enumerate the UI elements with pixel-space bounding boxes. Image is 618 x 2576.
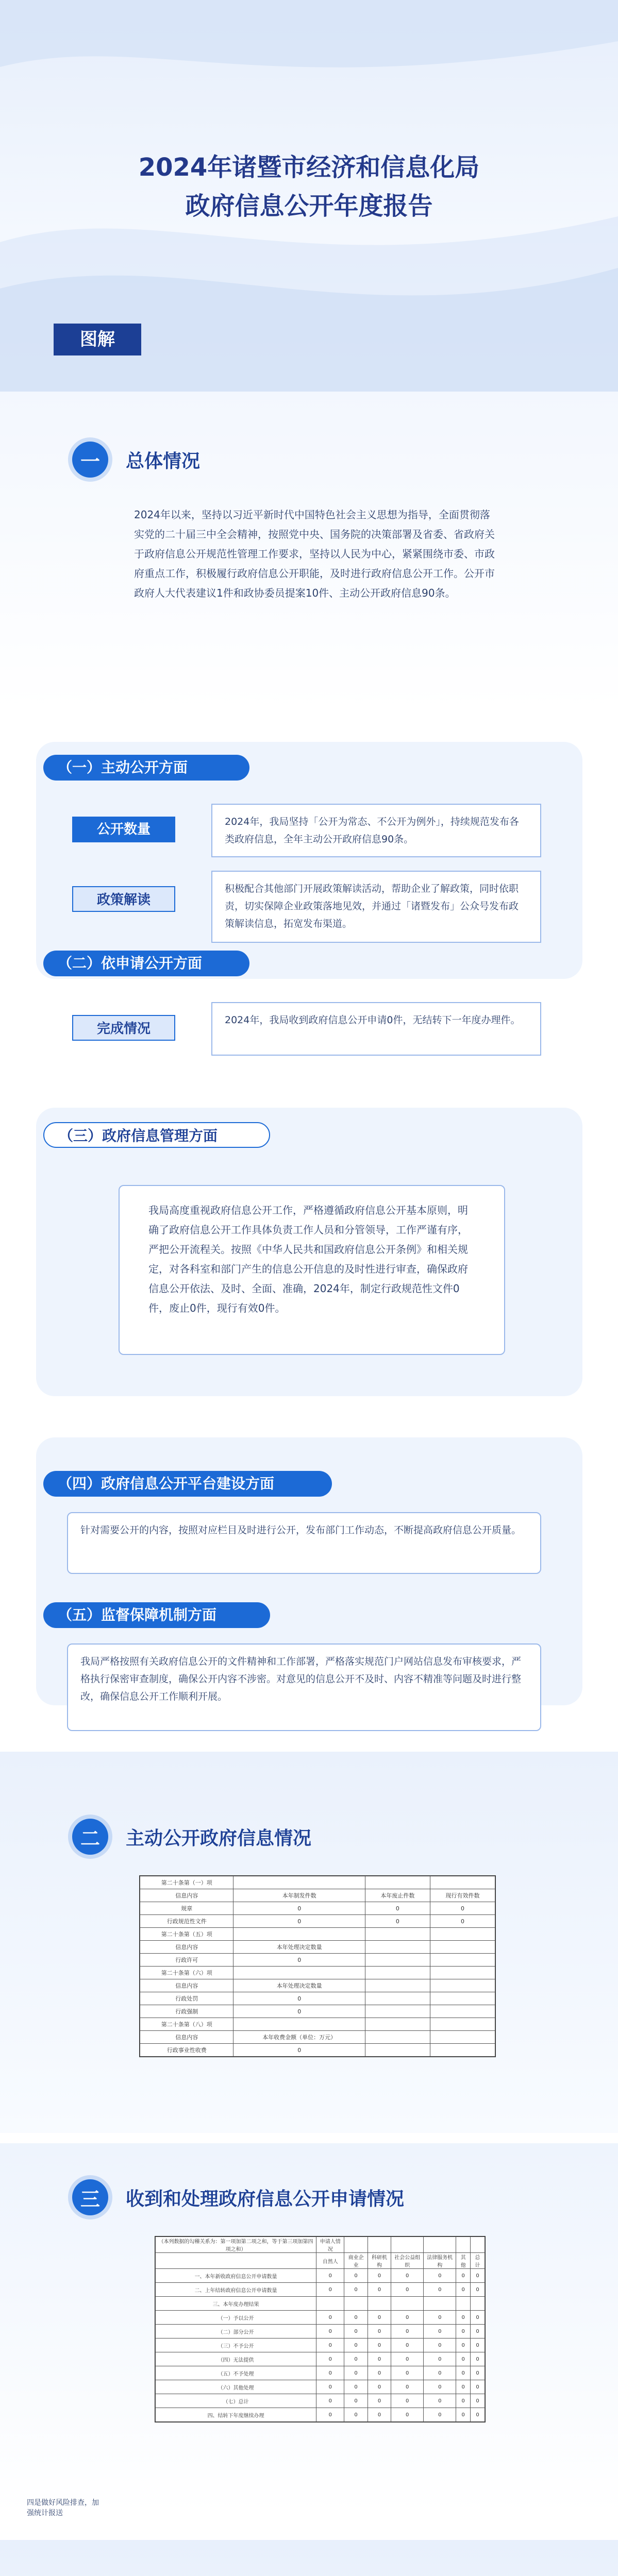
table-cell: 0 xyxy=(316,2338,344,2352)
table-row xyxy=(140,1954,495,1967)
table-row xyxy=(156,2283,485,2297)
table-cell: 0 xyxy=(233,1992,365,2005)
table-cell: 四、结转下年度继续办理 xyxy=(156,2408,316,2422)
table-cell: 0 xyxy=(368,2408,391,2422)
table-cell: 0 xyxy=(316,2325,344,2338)
table-cell xyxy=(430,1928,495,1941)
table-cell: 0 xyxy=(424,2380,456,2394)
table-row xyxy=(140,1915,495,1928)
table-cell: 0 xyxy=(456,2311,471,2325)
table-cell xyxy=(424,2237,456,2253)
sub5-text: 我局严格按照有关政府信息公开的文件精神和工作部署，严格落实规范门户网站信息发布审核要求，严格执行保密审查制度，确保公开内容不涉密。对意见的信息公开不及时、内容不精准等问题及时进行整改，确保信息公开工作顺利开展。 xyxy=(67,1643,541,1731)
table-row xyxy=(140,2044,495,2057)
table-cell: 自然人 xyxy=(316,2253,344,2269)
sub1-title: （一）主动公开方面 xyxy=(43,755,249,781)
table-cell: 0 xyxy=(344,2338,368,2352)
table-cell: 总计 xyxy=(471,2253,485,2269)
section2-heading xyxy=(72,1816,311,1857)
table-cell xyxy=(233,2018,365,2031)
table-cell: 信息内容 xyxy=(140,1979,233,1992)
table-cell: （五）不予处理 xyxy=(156,2366,316,2380)
table-cell: 信息内容 xyxy=(140,1889,233,1902)
table-cell xyxy=(430,1967,495,1979)
table-cell: 0 xyxy=(471,2338,485,2352)
table-cell: 0 xyxy=(424,2408,456,2422)
table-cell xyxy=(156,2253,316,2269)
table-cell: 0 xyxy=(368,2283,391,2297)
table-cell: 0 xyxy=(391,2269,424,2283)
section3-title: 收到和处理政府信息公开申请情况 xyxy=(126,2188,405,2210)
table-cell: 0 xyxy=(233,1902,365,1915)
table-row xyxy=(140,1928,495,1941)
table-cell: 0 xyxy=(365,1915,430,1928)
table-cell xyxy=(365,2044,430,2057)
table-cell: 0 xyxy=(471,2352,485,2366)
table-row xyxy=(156,2311,485,2325)
table-cell xyxy=(430,1992,495,2005)
table-cell: 0 xyxy=(368,2269,391,2283)
sub2-row1-label: 完成情况 xyxy=(72,1015,175,1041)
table-cell: 0 xyxy=(391,2311,424,2325)
table-cell: 二、上年结转政府信息公开申请数量 xyxy=(156,2283,316,2297)
table-cell xyxy=(391,2297,424,2311)
table-cell xyxy=(344,2297,368,2311)
table-row xyxy=(156,2269,485,2283)
table-cell: 0 xyxy=(456,2380,471,2394)
table-cell: 申请人情况 xyxy=(316,2237,344,2253)
table-cell: （四）无法提供 xyxy=(156,2352,316,2366)
table-row xyxy=(140,2005,495,2018)
table-cell: 其他 xyxy=(456,2253,471,2269)
table-cell: 科研机构 xyxy=(368,2253,391,2269)
table-cell xyxy=(365,1967,430,1979)
table-row xyxy=(140,2031,495,2044)
table-cell: 0 xyxy=(368,2311,391,2325)
table-cell: （本列数据的勾稽关系为：第一项加第二项之和，等于第三项加第四项之和） xyxy=(156,2237,316,2253)
table-row xyxy=(140,1902,495,1915)
table-cell: 第二十条第（一）项 xyxy=(140,1876,233,1889)
table-row xyxy=(156,2297,485,2311)
table-cell: 0 xyxy=(316,2283,344,2297)
table-cell xyxy=(456,2297,471,2311)
sub4-text: 针对需要公开的内容，按照对应栏目及时进行公开，发布部门工作动态，不断提高政府信息公开质量。 xyxy=(67,1512,541,1574)
table-cell: 0 xyxy=(344,2352,368,2366)
table-cell xyxy=(456,2237,471,2253)
table-cell: 0 xyxy=(456,2352,471,2366)
table-row xyxy=(140,1941,495,1954)
table-row xyxy=(140,1876,495,1889)
table-cell: 0 xyxy=(368,2338,391,2352)
table-cell xyxy=(430,1979,495,1992)
table-cell: 0 xyxy=(368,2394,391,2408)
table-cell xyxy=(365,1979,430,1992)
table-cell: 0 xyxy=(344,2408,368,2422)
table-cell: 0 xyxy=(316,2366,344,2380)
table-row xyxy=(156,2352,485,2366)
table-cell xyxy=(430,1941,495,1954)
table-cell: 0 xyxy=(316,2408,344,2422)
table-cell: 本年收费金额（单位：万元） xyxy=(233,2031,365,2044)
section1-text: 2024年以来，坚持以习近平新时代中国特色社会主义思想为指导，全面贯彻落实党的二十届三中全会精神，按照党中央、国务院的决策部署及省委、省政府关于政府信息公开规范性管理工作要求，坚持以人民为中心，紧紧围绕市委、市政府重点工作，积极履行政府信息公开职能，及时进行政府信息公开工作。公开市政府人大代表建议1件和政协委员提案10件、主动公开政府信息90条。 xyxy=(134,509,495,599)
table-cell: 规章 xyxy=(140,1902,233,1915)
table-cell xyxy=(430,2031,495,2044)
section2-number: 二 xyxy=(72,1819,108,1855)
table-row xyxy=(156,2338,485,2352)
table-cell: 0 xyxy=(471,2325,485,2338)
section4-background xyxy=(0,2540,618,2576)
table-cell xyxy=(471,2297,485,2311)
table-cell: 商业企业 xyxy=(344,2253,368,2269)
table-cell: 0 xyxy=(391,2325,424,2338)
table-row xyxy=(140,1889,495,1902)
table-cell: 0 xyxy=(456,2283,471,2297)
table-cell: 0 xyxy=(316,2394,344,2408)
table-cell xyxy=(233,1876,365,1889)
table-cell: 0 xyxy=(424,2311,456,2325)
table-cell: 0 xyxy=(456,2366,471,2380)
table-row xyxy=(140,2018,495,2031)
table-cell: 0 xyxy=(456,2408,471,2422)
table-cell: 0 xyxy=(471,2408,485,2422)
table-cell: 三、本年度办理结果 xyxy=(156,2297,316,2311)
sub2-row1-text: 2024年，我局收到政府信息公开申请0件，无结转下一年度办理件。 xyxy=(211,1002,541,1056)
table-cell: 0 xyxy=(471,2380,485,2394)
page-title-line1: 2024年诸暨市经济和信息化局 xyxy=(138,153,480,182)
illustration-badge: 图解 xyxy=(54,324,141,355)
table-cell xyxy=(365,1928,430,1941)
table-cell: 0 xyxy=(430,1902,495,1915)
table-cell xyxy=(430,1876,495,1889)
section3-heading xyxy=(72,2177,404,2218)
table-cell xyxy=(391,2237,424,2253)
table-cell: 0 xyxy=(344,2311,368,2325)
table-cell xyxy=(365,1954,430,1967)
table-cell xyxy=(368,2237,391,2253)
table-row xyxy=(156,2237,485,2253)
table-cell: 0 xyxy=(391,2338,424,2352)
table-cell: 0 xyxy=(456,2325,471,2338)
table-cell: 0 xyxy=(430,1915,495,1928)
table-cell: 0 xyxy=(233,1954,365,1967)
table-cell: 本年处理决定数量 xyxy=(233,1941,365,1954)
table-cell xyxy=(365,1941,430,1954)
table-cell: （一）予以公开 xyxy=(156,2311,316,2325)
table-row xyxy=(140,1992,495,2005)
sub3-title: （三）政府信息管理方面 xyxy=(43,1122,270,1148)
section1-heading xyxy=(72,439,200,480)
table-cell: 0 xyxy=(471,2269,485,2283)
table-cell: 一、本年新收政府信息公开申请数量 xyxy=(156,2269,316,2283)
table-cell: 社会公益组织 xyxy=(391,2253,424,2269)
table-cell: 法律服务机构 xyxy=(424,2253,456,2269)
table-cell: 0 xyxy=(391,2352,424,2366)
table-cell: 0 xyxy=(233,1915,365,1928)
table-cell xyxy=(365,2005,430,2018)
table-cell: 0 xyxy=(456,2394,471,2408)
table-cell xyxy=(365,2031,430,2044)
table-cell: 0 xyxy=(424,2366,456,2380)
table-cell xyxy=(365,1992,430,2005)
table-cell: 行政事业性收费 xyxy=(140,2044,233,2057)
table-cell xyxy=(430,2005,495,2018)
sub2-title: （二）依申请公开方面 xyxy=(43,951,249,976)
section1-number: 一 xyxy=(72,442,108,478)
table-cell: 0 xyxy=(424,2394,456,2408)
table-cell: 0 xyxy=(368,2352,391,2366)
section2-title: 主动公开政府信息情况 xyxy=(126,1827,312,1849)
table-cell: 0 xyxy=(424,2325,456,2338)
table-cell: 0 xyxy=(391,2394,424,2408)
table-cell: 0 xyxy=(391,2283,424,2297)
table-row xyxy=(156,2325,485,2338)
table-cell: 0 xyxy=(316,2269,344,2283)
table-cell: 0 xyxy=(368,2366,391,2380)
table-cell: 0 xyxy=(233,2005,365,2018)
table-cell: 行政强制 xyxy=(140,2005,233,2018)
table-cell: 0 xyxy=(424,2338,456,2352)
table-cell: 现行有效件数 xyxy=(430,1889,495,1902)
page-title-line2: 政府信息公开年度报告 xyxy=(185,192,433,221)
table-cell xyxy=(233,1928,365,1941)
section1-title: 总体情况 xyxy=(126,450,201,472)
sub5-title: （五）监督保障机制方面 xyxy=(43,1602,270,1628)
table-cell: 信息内容 xyxy=(140,2031,233,2044)
table-cell: 0 xyxy=(456,2338,471,2352)
table-row xyxy=(156,2394,485,2408)
table-row xyxy=(156,2380,485,2394)
table-cell: 0 xyxy=(471,2366,485,2380)
section2-table xyxy=(139,1875,496,2057)
table-cell xyxy=(430,2044,495,2057)
table-row xyxy=(156,2366,485,2380)
table-cell: 0 xyxy=(391,2366,424,2380)
table-cell: 0 xyxy=(391,2380,424,2394)
table-cell: 0 xyxy=(233,2044,365,2057)
table-cell: 第二十条第（六）项 xyxy=(140,1967,233,1979)
table-cell: 0 xyxy=(344,2269,368,2283)
table-cell: 0 xyxy=(316,2311,344,2325)
table-cell xyxy=(233,1967,365,1979)
table-cell: 0 xyxy=(344,2394,368,2408)
table-cell: 0 xyxy=(344,2325,368,2338)
sub1-row1-label: 公开数量 xyxy=(72,817,175,842)
sub3-text: 我局高度重视政府信息公开工作，严格遵循政府信息公开基本原则，明确了政府信息公开工作具体负责工作人员和分管领导，工作严谨有序，严把公开流程关。按照《中华人民共和国政府信息公开条例》和相关规定，对各科室和部门产生的信息公开信息的及时性进行审查，确保政府信息公开依法、及时、全面、准确，2024年，制定行政规范性文件0件，废止0件，现行有效0件。 xyxy=(119,1185,505,1355)
table-cell xyxy=(344,2237,368,2253)
table-cell: 0 xyxy=(471,2311,485,2325)
section3-table xyxy=(155,2236,486,2422)
table-cell xyxy=(316,2297,344,2311)
table-cell: 行政处罚 xyxy=(140,1992,233,2005)
table-cell: 0 xyxy=(344,2366,368,2380)
table-row xyxy=(156,2408,485,2422)
table-cell xyxy=(365,1876,430,1889)
table-cell: 0 xyxy=(365,1902,430,1915)
table-cell: （六）其他处理 xyxy=(156,2380,316,2394)
table-cell: 0 xyxy=(344,2380,368,2394)
table-row xyxy=(140,1979,495,1992)
table-cell: 0 xyxy=(456,2269,471,2283)
table-cell: 0 xyxy=(316,2380,344,2394)
table-cell: （二）部分公开 xyxy=(156,2325,316,2338)
table-cell: 本年处理决定数量 xyxy=(233,1979,365,1992)
table-cell: 0 xyxy=(424,2283,456,2297)
table-cell xyxy=(424,2297,456,2311)
table-cell: 0 xyxy=(368,2325,391,2338)
sub1-row2-label: 政策解读 xyxy=(72,886,175,912)
table-cell: 0 xyxy=(471,2283,485,2297)
table-cell: 0 xyxy=(391,2408,424,2422)
section3-side-note: 四是做好风险排查，加强统计报送 xyxy=(27,2499,99,2517)
table-cell: 0 xyxy=(316,2352,344,2366)
sub1-row1-text: 2024年，我局坚持「公开为常态、不公开为例外」，持续规范发布各类政府信息，全年主动公开政府信息90条。 xyxy=(211,804,541,857)
table-row xyxy=(156,2253,485,2269)
table-cell xyxy=(368,2297,391,2311)
table-cell: 行政许可 xyxy=(140,1954,233,1967)
table-cell: 0 xyxy=(344,2283,368,2297)
table-row xyxy=(140,1967,495,1979)
table-cell: 信息内容 xyxy=(140,1941,233,1954)
section3-number: 三 xyxy=(72,2179,108,2215)
table-cell: 0 xyxy=(368,2380,391,2394)
table-cell: 0 xyxy=(471,2394,485,2408)
table-cell xyxy=(430,1954,495,1967)
table-cell xyxy=(365,2018,430,2031)
table-cell: 0 xyxy=(424,2352,456,2366)
sub4-title: （四）政府信息公开平台建设方面 xyxy=(43,1471,332,1497)
table-cell xyxy=(471,2237,485,2253)
table-cell: 第二十条第（八）项 xyxy=(140,2018,233,2031)
table-cell: 0 xyxy=(424,2269,456,2283)
table-cell: 行政规范性文件 xyxy=(140,1915,233,1928)
table-cell xyxy=(430,2018,495,2031)
table-cell: 本年制发件数 xyxy=(233,1889,365,1902)
table-cell: （三）不予公开 xyxy=(156,2338,316,2352)
table-cell: 本年废止件数 xyxy=(365,1889,430,1902)
table-cell: （七）总计 xyxy=(156,2394,316,2408)
table-cell: 第二十条第（五）项 xyxy=(140,1928,233,1941)
sub1-row2-text: 积极配合其他部门开展政策解读活动，帮助企业了解政策，同时依职责，切实保障企业政策落地见效，并通过「诸暨发布」公众号发布政策解读信息，拓宽发布渠道。 xyxy=(211,871,541,943)
